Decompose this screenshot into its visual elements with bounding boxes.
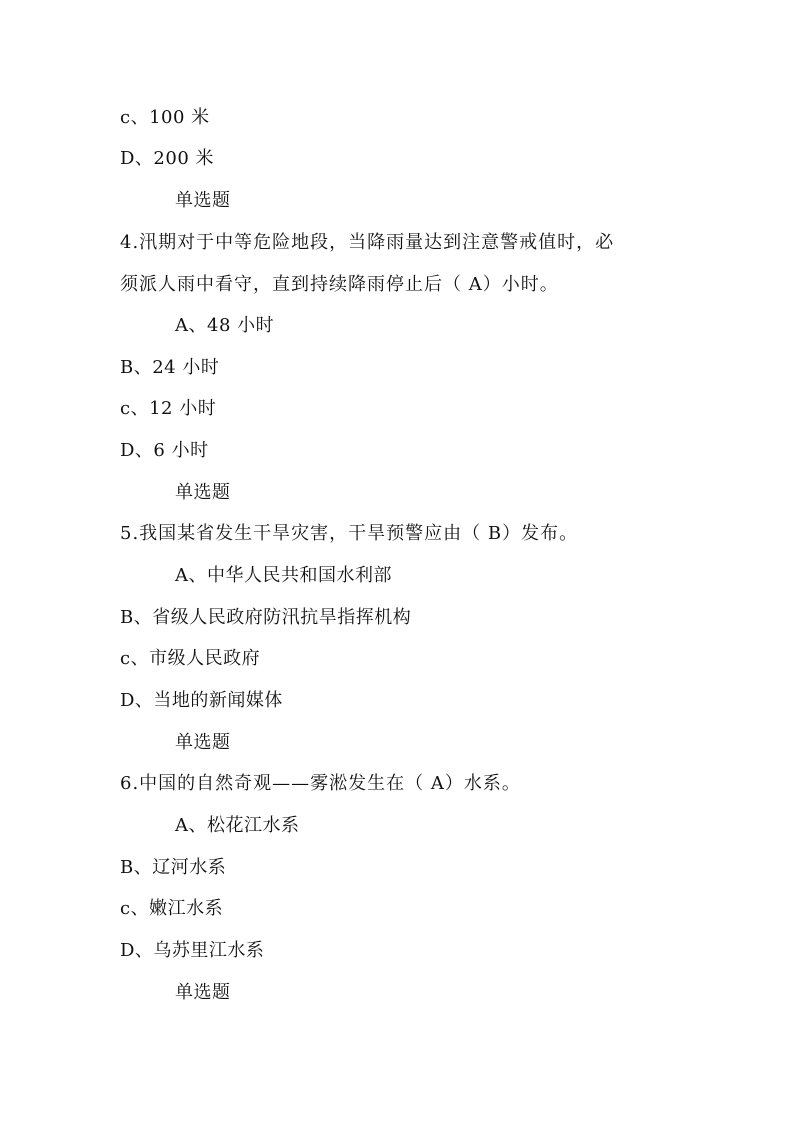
- q4-option-c: c、12 小时: [120, 398, 217, 419]
- q5-stem-line1: 5.我国某省发生干旱灾害，干旱预警应由（ B）发布。: [120, 523, 579, 544]
- q5-option-b: B、省级人民政府防汛抗旱指挥机构: [120, 607, 412, 628]
- q6-option-a: A、松花江水系: [175, 815, 300, 836]
- q5-option-a: A、中华人民共和国水利部: [175, 565, 392, 586]
- q6-option-d: D、乌苏里江水系: [120, 940, 265, 961]
- q6-stem-line1: 6.中国的自然奇观——雾淞发生在（ A）水系。: [120, 773, 521, 794]
- q5-option-c: c、市级人民政府: [120, 648, 261, 669]
- q6-option-c: c、嫩江水系: [120, 898, 224, 919]
- q4-stem-line2: 须派人雨中看守，直到持续降雨停止后（ A）小时。: [120, 274, 559, 295]
- q4-stem-line1: 4.汛期对于中等危险地段，当降雨量达到注意警戒值时，必: [120, 232, 615, 253]
- question-type-label: 单选题: [175, 482, 231, 503]
- q6-option-b: B、辽河水系: [120, 857, 227, 878]
- q3-option-d: D、200 米: [120, 148, 215, 169]
- q5-option-d: D、当地的新闻媒体: [120, 690, 283, 711]
- question-type-label: 单选题: [175, 732, 231, 753]
- q4-option-b: B、24 小时: [120, 357, 220, 378]
- q4-option-d: D、6 小时: [120, 440, 209, 461]
- question-type-label: 单选题: [175, 982, 231, 1003]
- q3-option-c: c、100 米: [120, 107, 210, 128]
- q4-option-a: A、48 小时: [175, 315, 275, 336]
- question-type-label: 单选题: [175, 190, 231, 211]
